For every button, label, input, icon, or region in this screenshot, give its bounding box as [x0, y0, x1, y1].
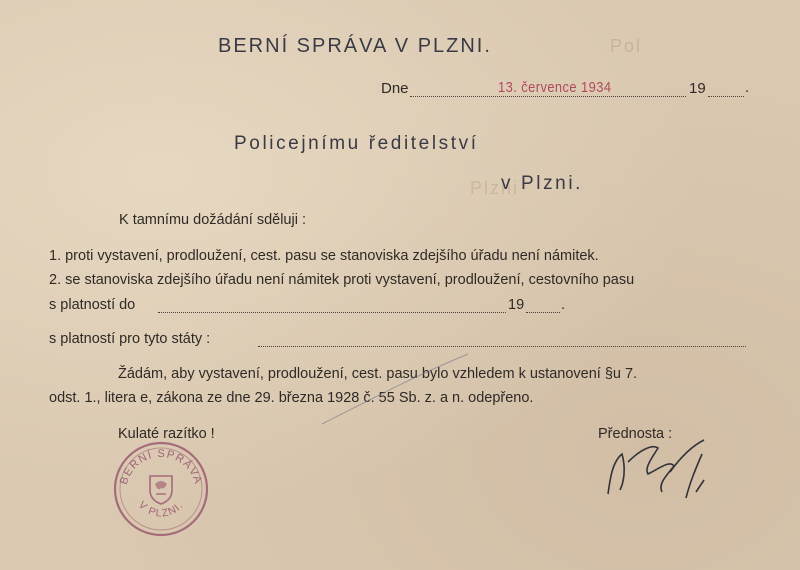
item-1: 1. proti vystavení, prodloužení, cest. pasu se stanoviska zdejšího úřadu není námitek.	[49, 248, 599, 264]
year-dotted-line	[708, 96, 744, 97]
validity-year: 19	[508, 297, 525, 313]
seal-bottom-text: V PLZNI.	[135, 499, 187, 520]
date-end: .	[745, 80, 750, 96]
recipient-line-1: Policejnímu ředitelství	[234, 133, 479, 154]
bleed-through-mark: Plzni	[470, 178, 520, 198]
handwritten-signature	[600, 432, 710, 502]
svg-text:V PLZNI.	[136, 499, 186, 520]
seal-crest-icon	[150, 476, 172, 504]
seal-top-text: BERNÍ SPRÁVA	[117, 447, 205, 487]
recipient-line-2: v Plzni.	[501, 173, 584, 194]
intro-text: K tamnímu dožádání sděluji :	[119, 212, 306, 228]
validity-year-dotted-line	[526, 312, 560, 313]
states-label: s platností pro tyto státy :	[49, 331, 211, 347]
item-2: 2. se stanoviska zdejšího úřadu není námitek proti vystavení, prodloužení, cestovního pasu	[49, 272, 635, 288]
year-prefix: 19	[689, 80, 706, 97]
validity-label: s platností do	[49, 297, 136, 313]
request-line-1: Žádám, aby vystavení, prodloužení, cest. pasu bylo vzhledem k ustanovení §u 7.	[118, 366, 638, 382]
date-label: Dne	[381, 80, 409, 97]
document-title: BERNÍ SPRÁVA V PLZNI.	[218, 35, 492, 57]
request-line-2: odst. 1., litera e, zákona ze dne 29. března 1928 č. 55 Sb. z. a n. odepřeno.	[49, 390, 534, 406]
bleed-through-mark: Pol	[610, 36, 643, 56]
date-dotted-line	[410, 96, 686, 97]
round-seal	[112, 440, 210, 538]
head-label: Přednosta :	[598, 426, 673, 442]
validity-end: .	[561, 297, 566, 313]
pen-stroke-mark	[320, 350, 470, 430]
seal-instruction: Kulaté razítko !	[118, 426, 215, 442]
validity-dotted-line	[158, 312, 506, 313]
states-dotted-line	[258, 346, 746, 347]
date-stamp: 13. července 1934	[498, 79, 612, 96]
